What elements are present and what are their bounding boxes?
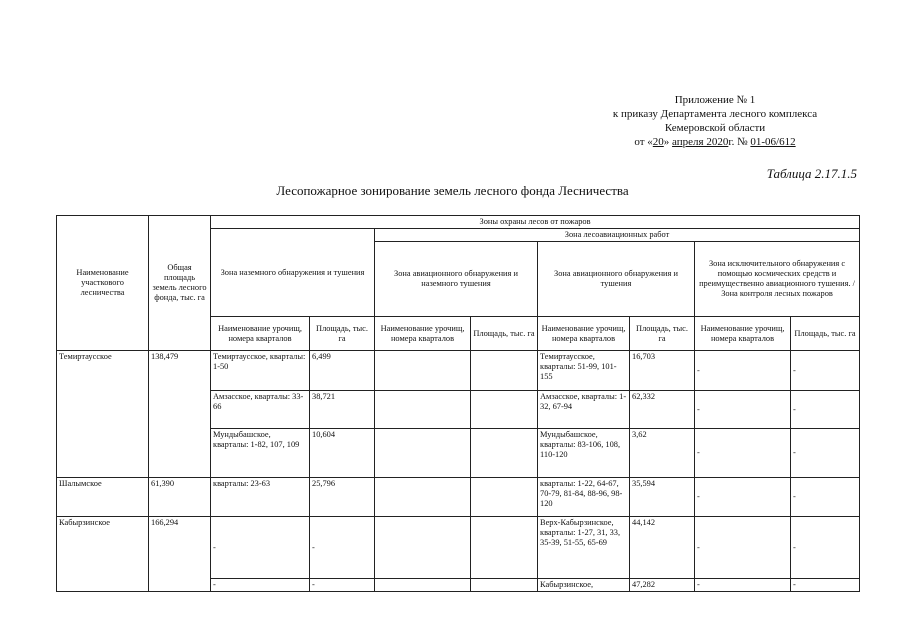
cell-aviation-ground-name xyxy=(375,429,471,478)
cell-aviation-area: 62,332 xyxy=(630,391,695,429)
cell-space-area: - xyxy=(791,517,860,579)
approval-day: 20 xyxy=(652,136,664,148)
cell-ground-area: - xyxy=(310,517,375,579)
cell-ground-area: 38,721 xyxy=(310,391,375,429)
cell-ground-name: Темиртаусское, кварталы: 1-50 xyxy=(211,351,310,391)
approval-line-3: Кемеровской области xyxy=(664,122,766,134)
cell-aviation-ground-name xyxy=(375,517,471,579)
header-district-name: Наименование участкового лесничества xyxy=(57,216,149,351)
cell-aviation-name: Кабырзинское, xyxy=(538,579,630,592)
subheader-aviation-name: Наименование урочищ, номера кварталов xyxy=(538,317,630,351)
cell-aviation-ground-name xyxy=(375,351,471,391)
approval-prefix: от « xyxy=(634,136,653,148)
subheader-space-area: Площадь, тыс. га xyxy=(791,317,860,351)
approval-number: 01-06/612 xyxy=(750,136,796,148)
cell-ground-area: 25,796 xyxy=(310,478,375,517)
cell-aviation-ground-area xyxy=(471,351,538,391)
table-row xyxy=(57,478,860,517)
approval-line-1: Приложение № 1 xyxy=(674,94,756,106)
cell-aviation-name: Мундыбашское, кварталы: 83-106, 108, 110-120 xyxy=(538,429,630,478)
table-row xyxy=(57,351,860,391)
approval-suffix: г. № xyxy=(728,136,751,148)
cell-aviation-ground-area xyxy=(471,517,538,579)
cell-space-name: - xyxy=(695,429,791,478)
cell-total: 138,479 xyxy=(149,351,211,478)
cell-ground-name: - xyxy=(211,517,310,579)
cell-district: Кабырзинское xyxy=(57,517,149,592)
cell-space-name: - xyxy=(695,517,791,579)
cell-aviation-ground-area xyxy=(471,579,538,592)
cell-space-name: - xyxy=(695,478,791,517)
cell-ground-name: кварталы: 23-63 xyxy=(211,478,310,517)
cell-space-name: - xyxy=(695,391,791,429)
cell-space-name: - xyxy=(695,351,791,391)
subheader-ground-name: Наименование урочищ, номера кварталов xyxy=(211,317,310,351)
cell-space-name: - xyxy=(695,579,791,592)
approval-date-line xyxy=(585,135,845,149)
header-space-zone: Зона исключительного обнаружения с помощью космических средств и преимущественно авиационного тушения. / Зона контроля лесных пожаров xyxy=(695,242,860,317)
subheader-aviation-area: Площадь, тыс. га xyxy=(630,317,695,351)
header-aviation-works-zone: Зона лесоавиационных работ xyxy=(375,229,860,242)
cell-aviation-name: Верх-Кабырзинское, кварталы: 1-27, 31, 33, 35-39, 51-55, 65-69 xyxy=(538,517,630,579)
cell-aviation-area: 35,594 xyxy=(630,478,695,517)
subheader-aviation-ground-area: Площадь, тыс. га xyxy=(471,317,538,351)
fire-zoning-table xyxy=(56,215,860,592)
header-aviation-zone: Зона авиационного обнаружения и тушения xyxy=(538,242,695,317)
approval-mid: » xyxy=(663,136,673,148)
header-aviation-ground-zone: Зона авиационного обнаружения и наземного тушения xyxy=(375,242,538,317)
cell-aviation-area: 3,62 xyxy=(630,429,695,478)
cell-ground-area: - xyxy=(310,579,375,592)
cell-space-area: - xyxy=(791,579,860,592)
cell-aviation-name: Амзасское, кварталы: 1-32, 67-94 xyxy=(538,391,630,429)
cell-aviation-area: 16,703 xyxy=(630,351,695,391)
cell-aviation-name: Темиртаусское, кварталы: 51-99, 101-155 xyxy=(538,351,630,391)
subheader-aviation-ground-name: Наименование урочищ, номера кварталов xyxy=(375,317,471,351)
subheader-space-name: Наименование урочищ, номера кварталов xyxy=(695,317,791,351)
cell-aviation-ground-name xyxy=(375,579,471,592)
cell-aviation-area: 47,282 xyxy=(630,579,695,592)
cell-aviation-ground-area xyxy=(471,391,538,429)
approval-line-2: к приказу Департамента лесного комплекса xyxy=(612,108,818,120)
cell-total: 166,294 xyxy=(149,517,211,592)
table-row xyxy=(57,517,860,579)
cell-aviation-ground-name xyxy=(375,391,471,429)
approval-month-year: апреля 2020 xyxy=(672,136,729,148)
cell-space-area: - xyxy=(791,429,860,478)
subheader-ground-area: Площадь, тыс. га xyxy=(310,317,375,351)
header-zones: Зоны охраны лесов от пожаров xyxy=(211,216,860,229)
cell-space-area: - xyxy=(791,351,860,391)
cell-total: 61,390 xyxy=(149,478,211,517)
approval-block xyxy=(585,93,845,149)
cell-aviation-ground-area xyxy=(471,429,538,478)
cell-aviation-ground-name xyxy=(375,478,471,517)
cell-ground-area: 6,499 xyxy=(310,351,375,391)
document-title: Лесопожарное зонирование земель лесного фонда Лесничества xyxy=(276,183,629,198)
cell-aviation-area: 44,142 xyxy=(630,517,695,579)
cell-space-area: - xyxy=(791,391,860,429)
table-number: Таблица 2.17.1.5 xyxy=(766,166,857,181)
cell-ground-name: - xyxy=(211,579,310,592)
header-ground-zone: Зона наземного обнаружения и тушения xyxy=(211,229,375,317)
cell-district: Темиртаусское xyxy=(57,351,149,478)
cell-district: Шалымское xyxy=(57,478,149,517)
cell-aviation-ground-area xyxy=(471,478,538,517)
cell-ground-area: 10,604 xyxy=(310,429,375,478)
header-total-area: Общая площадь земель лесного фонда, тыс. га xyxy=(149,216,211,351)
cell-space-area: - xyxy=(791,478,860,517)
cell-ground-name: Мундыбашское, кварталы: 1-82, 107, 109 xyxy=(211,429,310,478)
cell-aviation-name: кварталы: 1-22, 64-67, 70-79, 81-84, 88-96, 98-120 xyxy=(538,478,630,517)
cell-ground-name: Амзасское, кварталы: 33-66 xyxy=(211,391,310,429)
